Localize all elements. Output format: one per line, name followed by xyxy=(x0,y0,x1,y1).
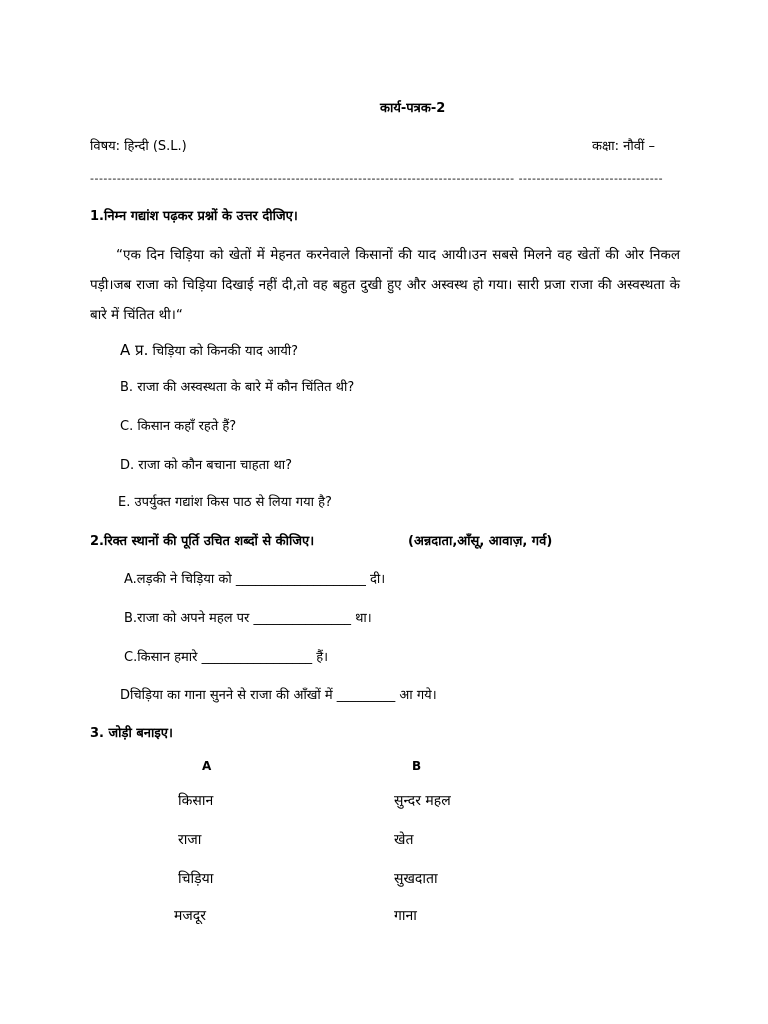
match-right-item: सुन्दर महल xyxy=(394,793,451,809)
passage-text: “एक दिन चिड़िया को खेतों में मेहनत करनेवाले किसानों की याद आयी।उन सबसे मिलने वह खेतों की ओर निकल पड़ी।जब राजा को चिड़िया दिखाई नहीं दी,तो वह बहुत दुखी हुए और अस्वस्थ हो गया। सारी प्रजा राजा की अस्वस्थता के बारे में चिंतित थी।“ xyxy=(90,247,680,323)
question-item xyxy=(118,492,332,510)
column-b-header: B xyxy=(412,759,422,773)
match-right-item: गाना xyxy=(394,908,417,924)
fill-blank-item xyxy=(124,647,328,665)
match-left-item: मजदूर xyxy=(174,908,206,924)
question-label: D. xyxy=(120,458,135,473)
fill-blank-label: C. xyxy=(124,650,138,665)
question-text: राजा की अस्वस्थता के बारे में कौन चिंतित थी? xyxy=(137,380,355,395)
fill-blank-item xyxy=(124,569,385,587)
section2-heading: 2.रिक्त स्थानों की पूर्ति उचित शब्दों से कीजिए। xyxy=(90,534,315,549)
class-line: कक्षा: नौवीं – xyxy=(592,139,655,154)
section1-heading: 1.निम्न गद्यांश पढ़कर प्रश्नों के उत्तर दीजिए। xyxy=(90,209,298,224)
question-item xyxy=(120,455,292,473)
question-text: उपर्युक्त गद्यांश किस पाठ से लिया गया है? xyxy=(134,495,332,510)
fill-blank-text: किसान हमारे _________________ हैं। xyxy=(137,650,329,665)
subject-line: विषय: हिन्दी (S.L.) xyxy=(90,139,187,154)
question-text: चिड़िया को किनकी याद आयी? xyxy=(152,344,299,359)
match-left-item: चिड़िया xyxy=(178,871,214,887)
question-label: B. xyxy=(120,380,134,395)
column-a-header: A xyxy=(202,759,212,773)
question-item xyxy=(120,416,236,434)
question-item xyxy=(120,377,354,395)
question-text: किसान कहाँ रहते हैं? xyxy=(137,419,237,434)
fill-blank-text: चिड़िया का गाना सुनने से राजा की आँखों में _________ आ गये। xyxy=(130,688,437,703)
fill-blank-item xyxy=(124,608,372,626)
fill-blank-label: D xyxy=(120,688,131,703)
question-item xyxy=(120,340,298,360)
question-label: A प्र. xyxy=(120,341,149,359)
worksheet-title: कार्य-पत्रक-2 xyxy=(380,101,446,116)
word-options: (अन्नदाता,आँसू, आवाज़, गर्व) xyxy=(408,534,553,549)
fill-blank-item xyxy=(120,685,437,703)
divider-line: ----------------------------------------------------------------------------------------------- ---------–---------------------- xyxy=(90,172,664,185)
section3-heading: 3. जोड़ी बनाइए। xyxy=(90,726,173,741)
match-left-item: किसान xyxy=(178,793,214,809)
match-right-item: खेत xyxy=(394,832,414,848)
fill-blank-text: राजा को अपने महल पर _______________ था। xyxy=(137,611,372,626)
question-label: C. xyxy=(120,419,134,434)
question-label: E. xyxy=(118,495,131,510)
fill-blank-label: A. xyxy=(124,572,137,587)
fill-blank-label: B. xyxy=(124,611,138,626)
match-right-item: सुखदाता xyxy=(394,871,438,887)
match-left-item: राजा xyxy=(178,832,202,848)
question-text: राजा को कौन बचाना चाहता था? xyxy=(138,458,293,473)
fill-blank-text: लड़की ने चिड़िया को ____________________ दी। xyxy=(136,572,386,587)
